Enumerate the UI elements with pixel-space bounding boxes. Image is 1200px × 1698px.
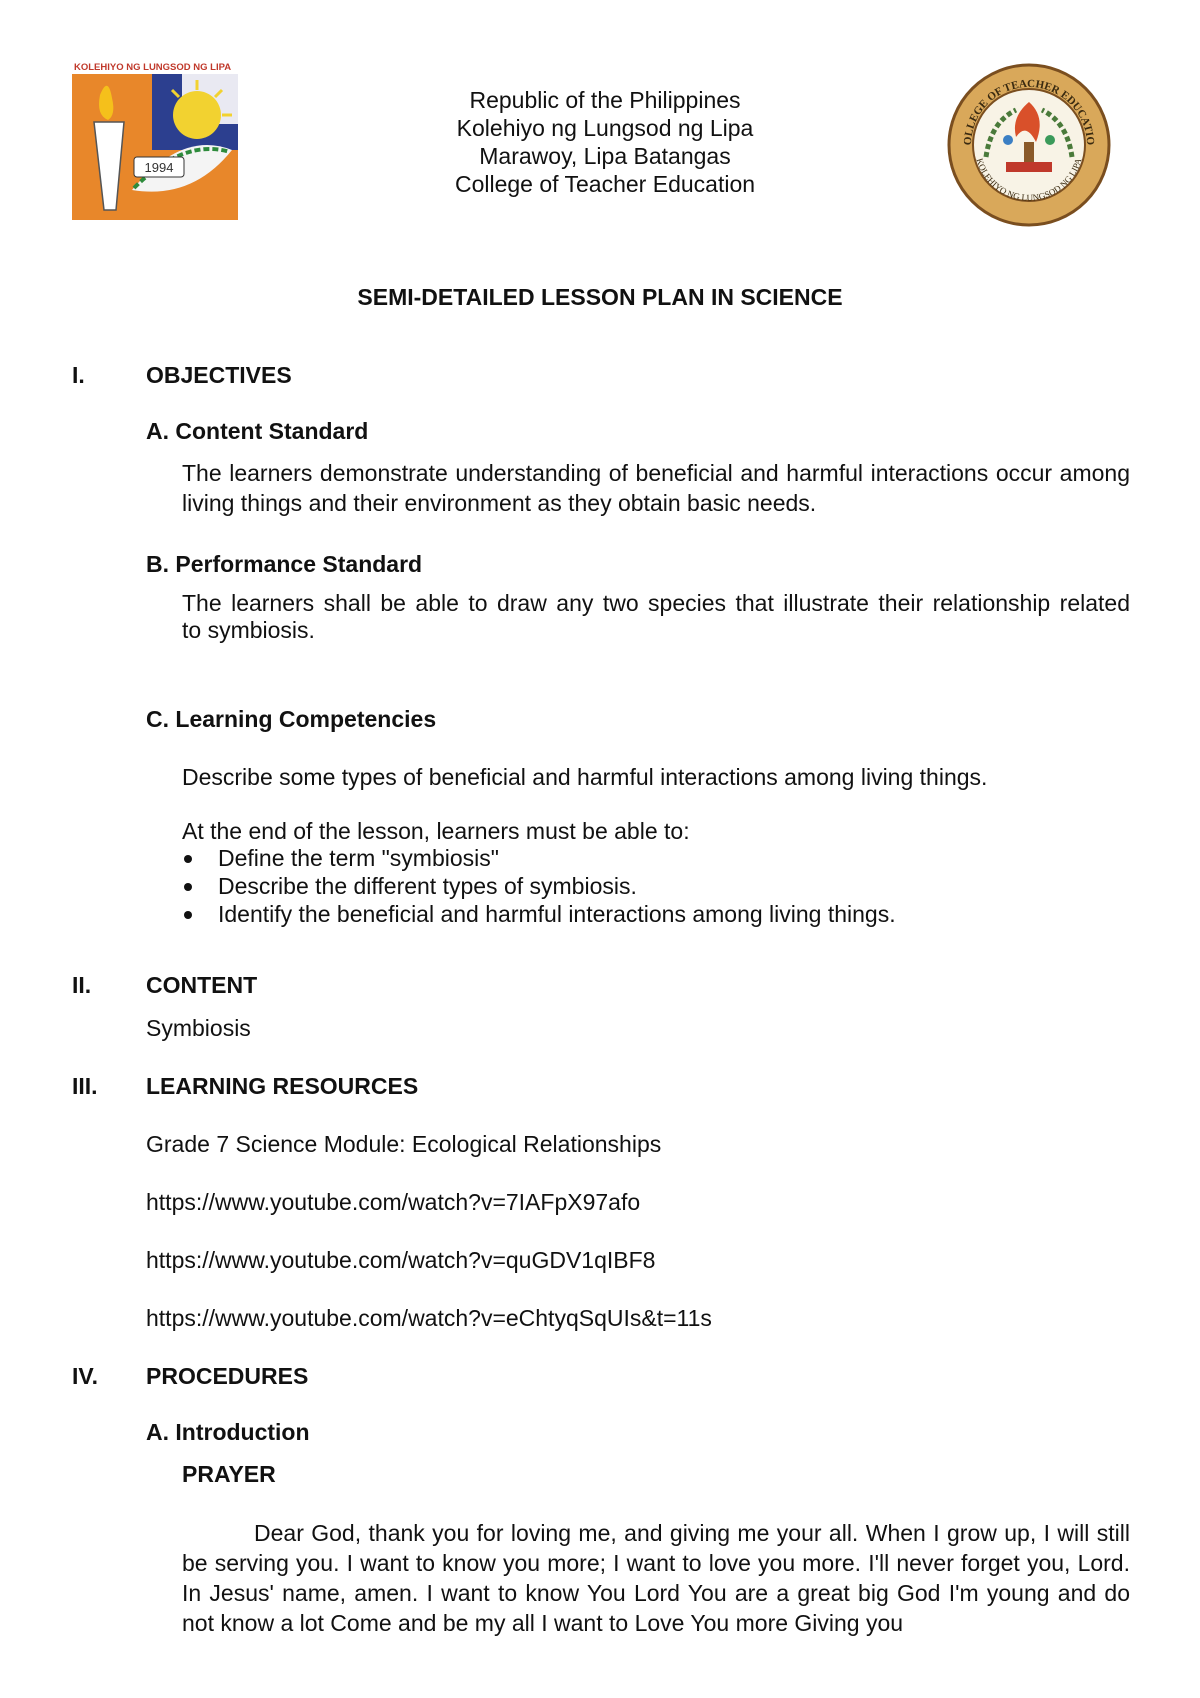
seal-text-top: OLLEGE OF TEACHER EDUCATIO [961, 77, 1097, 146]
list-item: Identify the beneficial and harmful interactions among living things. [182, 900, 1082, 928]
resource-module: Grade 7 Science Module: Ecological Relationships [146, 1131, 662, 1157]
prayer-text: Dear God, thank you for loving me, and giving me your all. When I grow up, I will still be serving you. I want to know you more; I want to love you more. I'll never forget you, Lord. In Jesus' name, amen. I want to know You Lord You are a great big God I'm young and do not know a lot Come and be my all I want to Love You more Giving you [182, 1520, 1130, 1636]
section-number-content: II. [72, 972, 92, 998]
college-logo-graphic [72, 60, 238, 220]
document-title: SEMI-DETAILED LESSON PLAN IN SCIENCE [357, 284, 843, 310]
header-line-department: College of Teacher Education [454, 171, 756, 197]
header-line-college: Kolehiyo ng Lungsod ng Lipa [456, 115, 754, 141]
resource-link[interactable]: https://www.youtube.com/watch?v=7IAFpX97afo [146, 1189, 641, 1215]
subheading-performance-standard: B. Performance Standard [146, 551, 423, 577]
list-item: Describe the different types of symbiosis. [182, 872, 1082, 900]
seal-graphic [946, 62, 1112, 228]
performance-standard-line-2: to symbiosis. [182, 617, 315, 643]
subheading-prayer: PRAYER [182, 1461, 276, 1487]
content-standard-text: The learners demonstrate understanding of beneficial and harmful interactions occur among living things and their environment as they obtain basic needs. [182, 460, 1130, 516]
section-number-resources: III. [72, 1073, 98, 1099]
content-topic: Symbiosis [146, 1015, 251, 1041]
institution-header [380, 86, 830, 198]
list-item: Define the term "symbiosis" [182, 844, 1082, 872]
section-heading-objectives: OBJECTIVES [146, 362, 292, 388]
resource-link[interactable]: https://www.youtube.com/watch?v=eChtyqSqUIs&t=11s [146, 1305, 712, 1331]
section-heading-procedures: PROCEDURES [146, 1363, 309, 1389]
logo-year: 1994 [144, 160, 174, 175]
seal-text-bottom: KOLEHIYO NG LUNGSOD NG LIPA [974, 157, 1084, 203]
section-number-objectives: I. [72, 362, 85, 388]
subheading-introduction: A. Introduction [146, 1419, 310, 1445]
header-line-republic: Republic of the Philippines [469, 87, 741, 113]
performance-standard-text [146, 590, 1130, 644]
subheading-content-standard: A. Content Standard [146, 418, 369, 444]
resource-link[interactable]: https://www.youtube.com/watch?v=quGDV1qIBF8 [146, 1247, 656, 1273]
header-line-address: Marawoy, Lipa Batangas [479, 143, 731, 169]
section-number-procedures: IV. [72, 1363, 99, 1389]
department-seal [946, 62, 1112, 228]
college-logo [72, 60, 238, 220]
section-heading-content: CONTENT [146, 972, 258, 998]
competency-description: Describe some types of beneficial and harmful interactions among living things. [182, 764, 988, 790]
competency-list [182, 844, 1082, 928]
section-heading-resources: LEARNING RESOURCES [146, 1073, 419, 1099]
competency-intro: At the end of the lesson, learners must be able to: [182, 818, 690, 844]
performance-standard-line-1: The learners shall be able to draw any two species that illustrate their relationship related [182, 590, 1130, 616]
logo-caption: KOLEHIYO NG LUNGSOD NG LIPA [74, 62, 232, 73]
subheading-learning-competencies: C. Learning Competencies [146, 706, 437, 732]
